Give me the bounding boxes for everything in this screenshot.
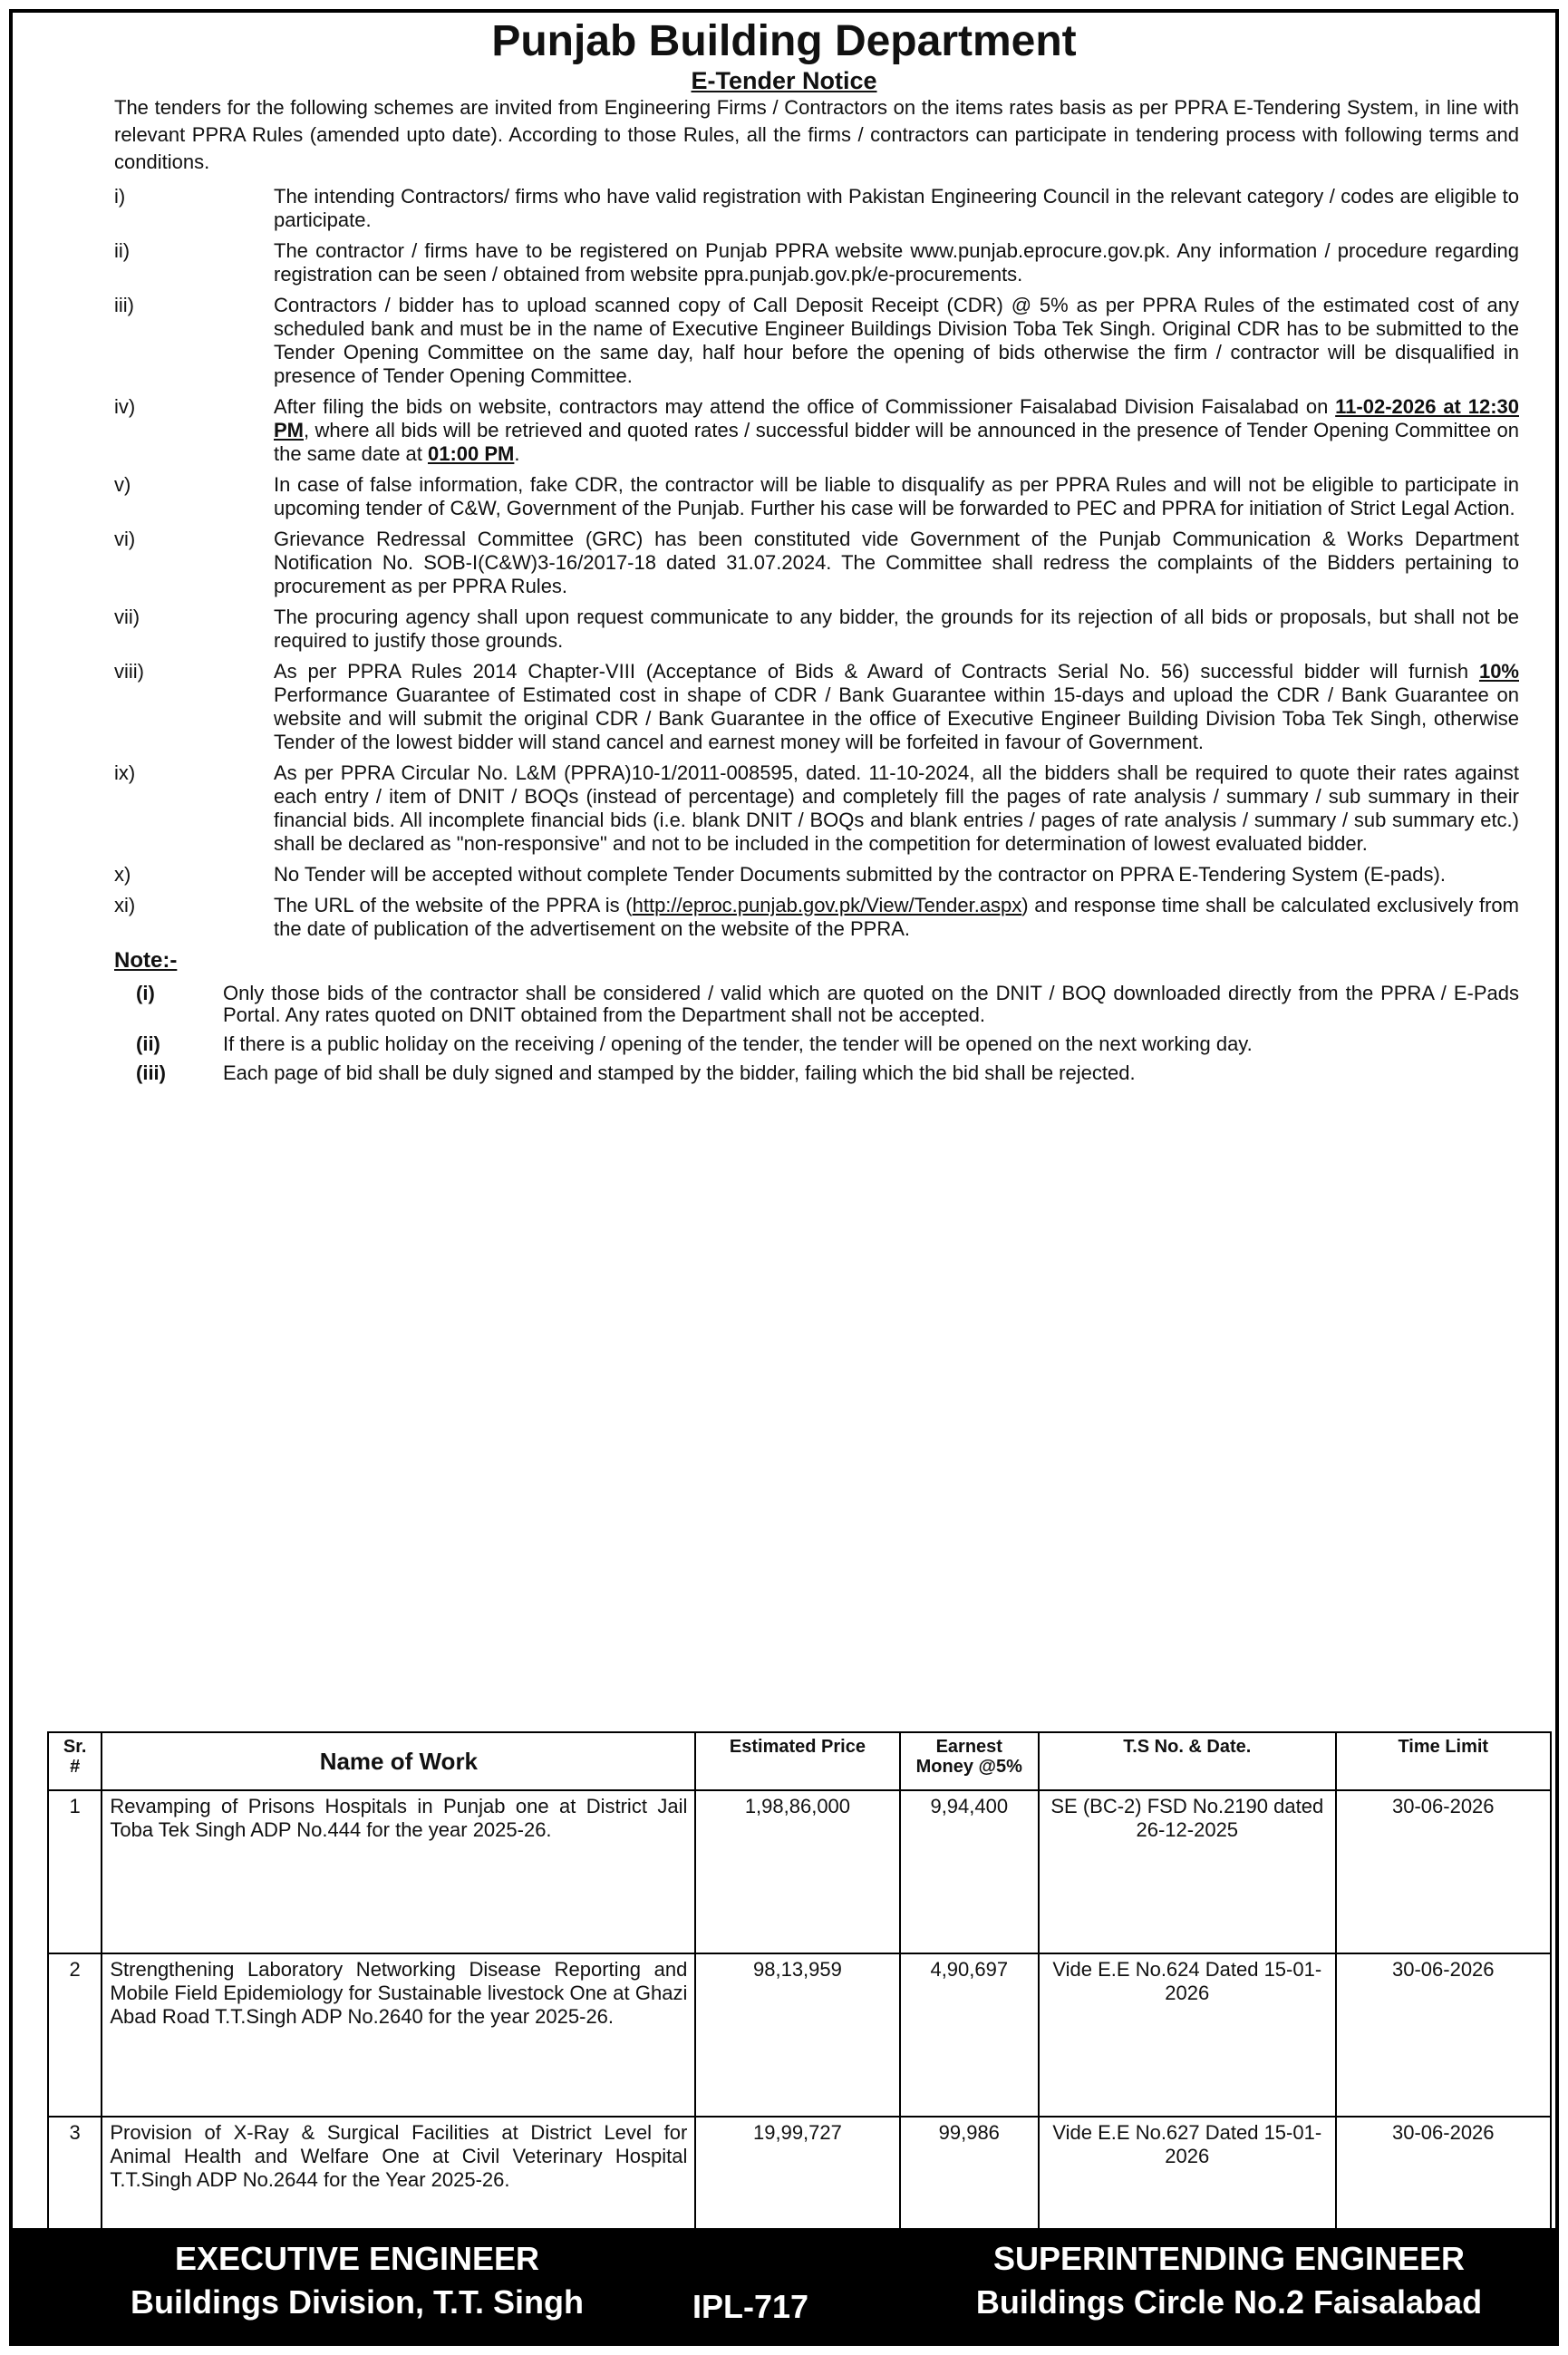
term-text <box>274 894 1519 941</box>
intro-paragraph: The tenders for the following schemes are invited from Engineering Firms / Contractors on the items rates basis as per PPRA E-Tendering System, in line with relevant PPRA Rules (amended upto date). According to those Rules, all the firms / contractors can participate in tendering process with following terms and conditions. <box>114 96 1519 173</box>
term-number: v) <box>114 473 131 496</box>
note-text: If there is a public holiday on the receiving / opening of the tender, the tender will be opened on the next working day. <box>223 1032 1253 1055</box>
term-number: iii) <box>114 294 134 316</box>
cell-name-of-work: Revamping of Prisons Hospitals in Punjab one at District Jail Toba Tek Singh ADP No.444 for the year 2025-26. <box>102 1790 695 1953</box>
guarantee-percent-highlight: 10% <box>1478 660 1519 683</box>
signature-footer <box>13 2228 1555 2342</box>
term-item <box>114 894 1519 941</box>
term-text: As per PPRA Circular No. L&M (PPRA)10-1/2011-008595, dated. 11-10-2024, all the bidders shall be required to quote their rates against each entry / item of DNIT / BOQs (instead of percentage) and completely fill the pages of rate analysis / summary / sub summary in their financial bids. All incomplete financial bids (i.e. blank DNIT / BOQs and blank entries / pages of rate analysis / summary / sub summary etc.) shall be declared as "non-responsive" and not to be included in the competition for determination of lowest evaluated bidder. <box>274 761 1519 855</box>
executive-engineer-block <box>58 2237 656 2324</box>
superintending-engineer-title: SUPERINTENDING ENGINEER <box>992 2240 1466 2277</box>
table-row <box>48 1953 1551 2117</box>
ppra-url-link[interactable]: http://eproc.punjab.gov.pk/View/Tender.aspx <box>632 894 1022 916</box>
note-number: (i) <box>136 982 155 1004</box>
header-sr: Sr. # <box>48 1732 102 1790</box>
executive-engineer-title: EXECUTIVE ENGINEER <box>174 2240 540 2277</box>
term-item <box>114 528 1519 598</box>
term-item <box>114 185 1519 232</box>
notice-subtitle: E-Tender Notice <box>691 67 877 94</box>
cell-sr: 3 <box>48 2117 102 2253</box>
cell-estimated-price: 98,13,959 <box>695 1953 899 2117</box>
term-number: vi) <box>114 528 136 550</box>
page-title: Punjab Building Department <box>491 17 1077 65</box>
term-text-part: As per PPRA Rules 2014 Chapter-VIII (Acceptance of Bids & Award of Contracts Serial No. 56) successful bidder will furnish <box>274 660 1479 683</box>
cell-ts-no-date: Vide E.E No.624 Dated 15-01-2026 <box>1039 1953 1336 2117</box>
term-text: In case of false information, fake CDR, the contractor will be liable to disqualify as per PPRA Rules and will not be eligible to participate in upcoming tender of C&W, Government of the Punjab. Further his case will be forwarded to PEC and PPRA for initiation of Strict Legal Action. <box>274 473 1519 519</box>
term-item <box>114 606 1519 653</box>
term-number: viii) <box>114 660 144 683</box>
cell-time-limit: 30-06-2026 <box>1336 1953 1551 2117</box>
cell-sr: 1 <box>48 1790 102 1953</box>
cell-earnest-money: 4,90,697 <box>900 1953 1040 2117</box>
term-item <box>114 761 1519 856</box>
term-text: No Tender will be accepted without complete Tender Documents submitted by the contractor on PPRA E-Tendering System (E-pads). <box>274 863 1446 886</box>
opening-date-highlight: 11-02-2026 at 12:30 PM <box>274 395 1519 441</box>
header-ts-no-date: T.S No. & Date. <box>1039 1732 1336 1790</box>
term-text: The contractor / firms have to be registered on Punjab PPRA website www.punjab.eprocure.gov.pk. Any information / procedure regarding registration can be seen / obtained from website ppra.punjab.gov.pk/e-procurements. <box>274 239 1519 286</box>
superintending-engineer-block <box>912 2237 1546 2324</box>
header-time-limit: Time Limit <box>1336 1732 1551 1790</box>
cell-time-limit: 30-06-2026 <box>1336 1790 1551 1953</box>
note-item <box>136 1062 1519 1084</box>
term-number: ix) <box>114 761 136 784</box>
term-number: xi) <box>114 894 136 916</box>
cell-earnest-money: 99,986 <box>900 2117 1040 2253</box>
header-earnest-money: Earnest Money @5% <box>900 1732 1040 1790</box>
cell-earnest-money: 9,94,400 <box>900 1790 1040 1953</box>
executive-engineer-office: Buildings Division, T.T. Singh <box>130 2283 584 2321</box>
term-text-part: . <box>514 442 520 465</box>
term-text-part: After filing the bids on website, contractors may attend the office of Commissioner Faisalabad Division Faisalabad on <box>274 395 1336 418</box>
announcement-time-highlight: 01:00 PM <box>428 442 515 465</box>
term-item <box>114 294 1519 388</box>
term-number: vii) <box>114 606 140 628</box>
terms-list <box>114 185 1519 941</box>
term-item <box>114 239 1519 286</box>
term-number: iv) <box>114 395 136 418</box>
cell-estimated-price: 19,99,727 <box>695 2117 899 2253</box>
notes-list <box>136 983 1519 1084</box>
note-text: Each page of bid shall be duly signed and stamped by the bidder, failing which the bid shall be rejected. <box>223 1061 1136 1084</box>
cell-ts-no-date: Vide E.E No.627 Dated 15-01-2026 <box>1039 2117 1336 2253</box>
term-item <box>114 395 1519 466</box>
note-number: (ii) <box>136 1032 160 1055</box>
term-text: The procuring agency shall upon request communicate to any bidder, the grounds for its rejection of all bids or proposals, but shall not be required to justify those grounds. <box>274 606 1519 652</box>
header-estimated-price: Estimated Price <box>695 1732 899 1790</box>
term-item <box>114 660 1519 754</box>
cell-name-of-work: Provision of X-Ray & Surgical Facilities at District Level for Animal Health and Welfare One at Civil Veterinary Hospital T.T.Singh ADP No.2644 for the Year 2025-26. <box>102 2117 695 2253</box>
cell-time-limit: 30-06-2026 <box>1336 2117 1551 2253</box>
cell-sr: 2 <box>48 1953 102 2117</box>
note-heading: Note:- <box>114 948 178 973</box>
term-text-part: ) and response time shall be calculated exclusively from the date of publication of the advertisement on the website of the PPRA. <box>274 894 1519 940</box>
term-text: The intending Contractors/ firms who have valid registration with Pakistan Engineering Council in the relevant category / codes are eligible to participate. <box>274 185 1519 231</box>
term-item <box>114 863 1519 887</box>
term-text: Contractors / bidder has to upload scanned copy of Call Deposit Receipt (CDR) @ 5% as per PPRA Rules of the estimated cost of any scheduled bank and must be in the name of Executive Engineer Buildings Division Toba Tek Singh. Original CDR has to be submitted to the Tender Opening Committee on the same day, half hour before the opening of bids otherwise the firm / contractor will be disqualified in presence of Tender Opening Committee. <box>274 294 1519 387</box>
term-number: i) <box>114 185 126 208</box>
term-text-part: The URL of the website of the PPRA is ( <box>274 894 633 916</box>
note-item <box>136 983 1519 1026</box>
term-number: x) <box>114 863 131 886</box>
note-item <box>136 1033 1519 1055</box>
works-table <box>47 1731 1552 2253</box>
cell-name-of-work: Strengthening Laboratory Networking Disease Reporting and Mobile Field Epidemiology for Sustainable livestock One at Ghazi Abad Road T.T.Singh ADP No.2640 for the year 2025-26. <box>102 1953 695 2117</box>
term-text <box>274 395 1519 466</box>
cell-ts-no-date: SE (BC-2) FSD No.2190 dated 26-12-2025 <box>1039 1790 1336 1953</box>
table-header-row <box>48 1732 1551 1790</box>
tender-notice-page <box>9 9 1559 2346</box>
note-number: (iii) <box>136 1061 166 1084</box>
note-text: Only those bids of the contractor shall be considered / valid which are quoted on the DNIT / BOQ downloaded directly from the PPRA / E-Pads Portal. Any rates quoted on DNIT obtained from the Department shall not be accepted. <box>223 982 1519 1026</box>
term-text-part: Performance Guarantee of Estimated cost in shape of CDR / Bank Guarantee within 15-days and upload the CDR / Bank Guarantee on website and will submit the original CDR / Bank Guarantee in the office of Executive Engineer Building Division Toba Tek Singh, otherwise Tender of the lowest bidder will stand cancel and earnest money will be forfeited in favour of Government. <box>274 683 1519 753</box>
term-text <box>274 660 1519 754</box>
term-text: Grievance Redressal Committee (GRC) has been constituted vide Government of the Punjab Communication & Works Department Notification No. SOB-I(C&W)3-16/2017-18 dated 31.07.2024. The Committee shall redress the complaints of the Bidders pertaining to procurement as per PPRA Rules. <box>274 528 1519 597</box>
cell-estimated-price: 1,98,86,000 <box>695 1790 899 1953</box>
ipl-code: IPL-717 <box>692 2288 809 2325</box>
header-name-of-work: Name of Work <box>102 1732 695 1790</box>
term-text-part: , where all bids will be retrieved and quoted rates / successful bidder will be announced in the presence of Tender Opening Committee on the same date at <box>274 419 1519 465</box>
term-item <box>114 473 1519 520</box>
superintending-engineer-office: Buildings Circle No.2 Faisalabad <box>975 2283 1483 2321</box>
table-row <box>48 1790 1551 1953</box>
term-number: ii) <box>114 239 131 262</box>
